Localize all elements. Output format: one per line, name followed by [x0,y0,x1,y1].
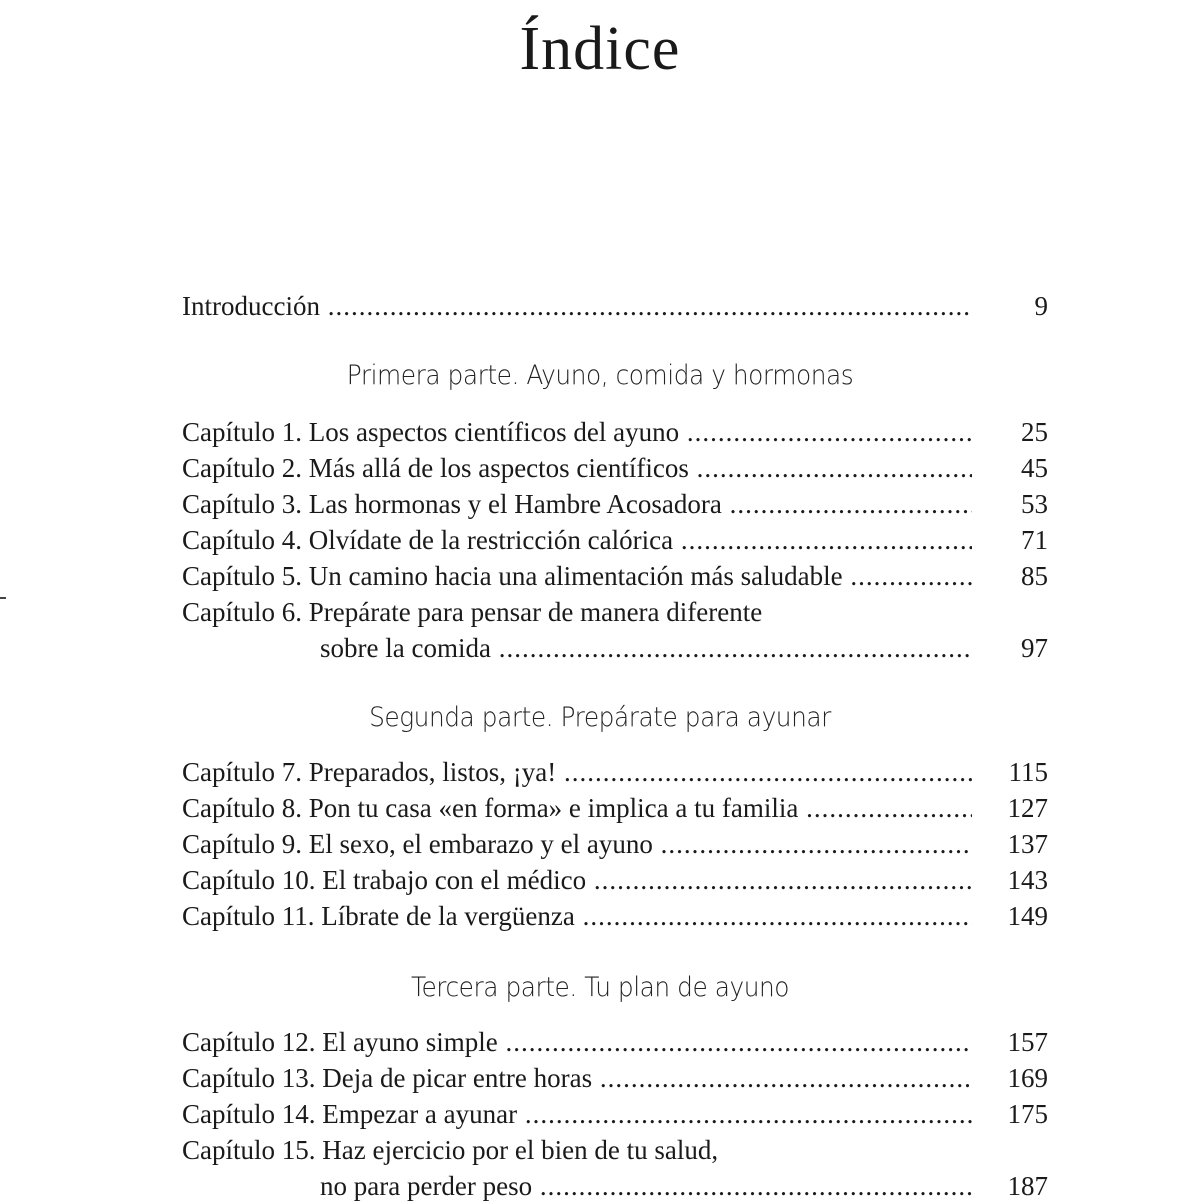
toc-section-part-3 [182,1024,1048,1204]
page-number: 85 [1021,561,1048,591]
margin-mark [0,597,6,599]
entry-label: Introducción ..... [182,288,972,324]
page-number: 169 [1007,1063,1048,1093]
toc-entry[interactable] [182,558,1048,594]
toc-entry[interactable] [182,1024,1048,1060]
toc-entry[interactable] [182,790,1048,826]
page-number: 53 [1021,489,1048,519]
page-number: 137 [1007,829,1048,859]
entry-label: Capítulo 14. Empezar a ayunar ..... [182,1096,972,1132]
page-number: 9 [1034,291,1048,321]
part-heading-1: Primera parte. Ayuno, comida y hormonas [346,360,854,391]
entry-label: sobre la comida ..... [320,630,972,666]
entry-label: Capítulo 8. Pon tu casa «en forma» e implica a tu familia ..... [182,790,972,826]
page-number: 157 [1007,1027,1048,1057]
page-number: 149 [1007,901,1048,931]
entry-label: Capítulo 6. Prepárate para pensar de manera diferente [182,597,763,627]
page-number: 143 [1007,865,1048,895]
toc-section-part-1 [182,414,1048,666]
page-number: 115 [1008,757,1048,787]
entry-label: Capítulo 13. Deja de picar entre horas ..... [182,1060,972,1096]
entry-label: Capítulo 4. Olvídate de la restricción calórica ..... [182,522,972,558]
toc-entry-continuation[interactable] [182,630,1048,666]
toc-section-part-2 [182,754,1048,934]
page-number: 127 [1007,793,1048,823]
page-number: 71 [1021,525,1048,555]
toc-entry[interactable] [182,1060,1048,1096]
entry-label: Capítulo 3. Las hormonas y el Hambre Acosadora ..... [182,486,972,522]
page-number: 25 [1021,417,1048,447]
toc-entry[interactable] [182,1132,1048,1168]
toc-entry[interactable] [182,450,1048,486]
toc-entry[interactable] [182,754,1048,790]
page-number: 97 [1021,633,1048,663]
part-heading-3: Tercera parte. Tu plan de ayuno [410,972,790,1003]
toc-entry[interactable] [182,898,1048,934]
toc-entry-introduction[interactable] [182,288,1048,324]
entry-label: Capítulo 12. El ayuno simple ..... [182,1024,972,1060]
page-number: 175 [1007,1099,1048,1129]
entry-label: Capítulo 1. Los aspectos científicos del ayuno ..... [182,414,972,450]
entry-label: Capítulo 9. El sexo, el embarazo y el ayuno ..... [182,826,972,862]
toc-entry[interactable] [182,1096,1048,1132]
entry-label: Capítulo 10. El trabajo con el médico ..... [182,862,972,898]
entry-label: Capítulo 15. Haz ejercicio por el bien de tu salud, [182,1135,719,1165]
entry-label: no para perder peso ..... [320,1168,972,1204]
page-title: Índice [519,15,681,83]
entry-label: Capítulo 2. Más allá de los aspectos científicos ..... [182,450,972,486]
toc-entry[interactable] [182,826,1048,862]
toc-entry[interactable] [182,522,1048,558]
page-number: 45 [1021,453,1048,483]
entry-label: Capítulo 5. Un camino hacia una alimentación más saludable ..... [182,558,972,594]
entry-label: Capítulo 7. Preparados, listos, ¡ya! ..... [182,754,972,790]
toc-entry[interactable] [182,862,1048,898]
part-heading-2: Segunda parte. Prepárate para ayunar [369,702,831,733]
toc-entry[interactable] [182,594,1048,630]
toc-entry-continuation[interactable] [182,1168,1048,1204]
toc-entry[interactable] [182,414,1048,450]
page-number: 187 [1007,1171,1048,1201]
toc-entry[interactable] [182,486,1048,522]
entry-label: Capítulo 11. Líbrate de la vergüenza ..... [182,898,972,934]
